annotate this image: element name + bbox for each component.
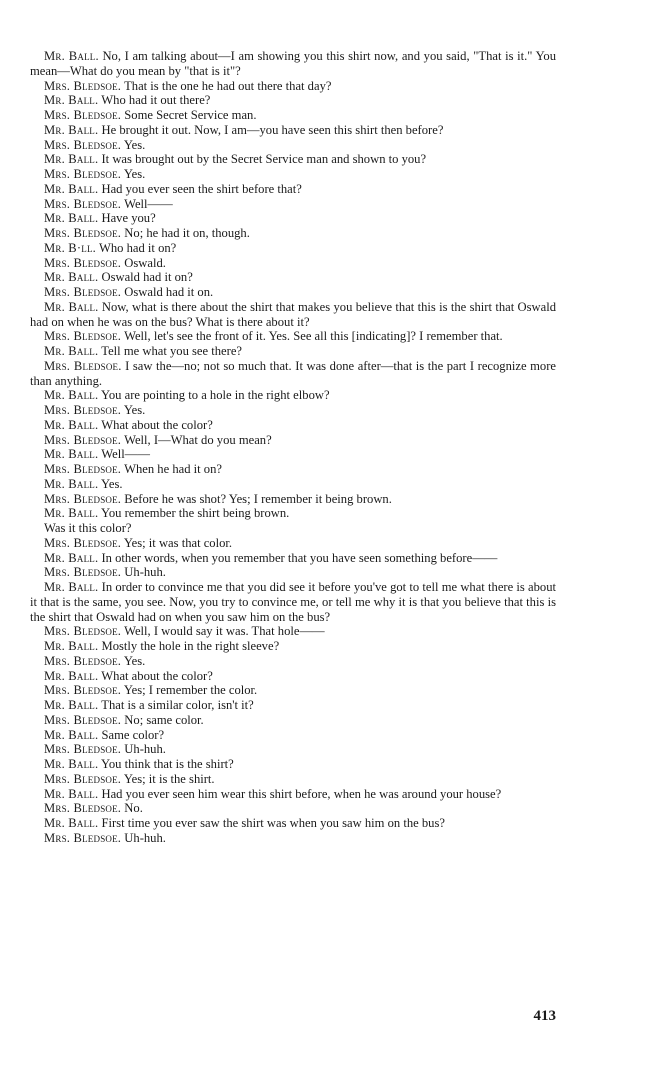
speaker-name: Mrs. Bledsoe. bbox=[44, 712, 122, 727]
testimony-paragraph bbox=[30, 108, 556, 123]
testimony-paragraph bbox=[30, 418, 556, 433]
speech-text: When he had it on? bbox=[121, 462, 222, 476]
testimony-paragraph bbox=[30, 757, 556, 772]
speech-text: Uh-huh. bbox=[121, 565, 166, 580]
testimony-paragraph bbox=[30, 654, 556, 669]
speaker-name: Mrs. Bledsoe. bbox=[44, 432, 122, 447]
testimony-paragraph bbox=[30, 551, 556, 566]
speech-text: No; same color. bbox=[121, 712, 204, 727]
speaker-name: Mrs. Bledsoe. bbox=[44, 462, 122, 476]
testimony-paragraph bbox=[30, 329, 556, 344]
speaker-name: Mr. Ball. bbox=[44, 270, 99, 285]
testimony-paragraph bbox=[30, 226, 556, 241]
speaker-name: Mrs. Bledsoe. bbox=[44, 742, 122, 757]
testimony-paragraph bbox=[30, 506, 556, 521]
speaker-name: Mrs. Bledsoe. bbox=[44, 535, 122, 550]
speaker-name: Mrs. Bledsoe. bbox=[44, 108, 122, 122]
speech-text: You are pointing to a hole in the right elbow? bbox=[98, 388, 330, 403]
testimony-paragraph bbox=[30, 669, 556, 684]
testimony-paragraph bbox=[30, 683, 556, 698]
speaker-name: Mrs. Bledsoe. bbox=[44, 329, 122, 344]
speech-text: Yes. bbox=[121, 653, 146, 668]
testimony-paragraph bbox=[30, 79, 556, 94]
speech-text: No, I am talking about—I am showing you this shirt now, and you said, "That is it." You mean—What do you mean by "that is it"? bbox=[30, 49, 556, 78]
testimony-paragraph bbox=[30, 462, 556, 477]
speaker-name: Mrs. Bledsoe. bbox=[44, 196, 122, 211]
speech-text: Before he was shot? Yes; I remember it being brown. bbox=[121, 491, 392, 506]
speech-text: Who had it on? bbox=[96, 240, 177, 255]
speech-text: In other words, when you remember that you have seen something before—— bbox=[98, 550, 498, 565]
testimony-paragraph bbox=[30, 698, 556, 713]
speaker-name: Mrs. Bledsoe. bbox=[44, 78, 122, 93]
testimony-paragraph bbox=[30, 624, 556, 639]
speaker-name: Mrs. Bledsoe. bbox=[44, 830, 122, 845]
speaker-name: Mr. Ball. bbox=[44, 344, 99, 358]
testimony-paragraph bbox=[30, 167, 556, 182]
speech-text: I saw the—no; not so much that. It was done after—that is the part I recognize more than anything. bbox=[30, 358, 557, 388]
testimony-paragraph bbox=[30, 447, 556, 462]
speaker-name: Mr. B·ll. bbox=[44, 240, 97, 255]
speaker-name: Mrs. Bledsoe. bbox=[44, 137, 122, 152]
speech-text: Yes; it was that color. bbox=[121, 535, 233, 550]
speech-text: Well, let's see the front of it. Yes. See all this [indicating]? I remember that. bbox=[121, 329, 503, 344]
testimony-paragraph bbox=[30, 211, 556, 226]
speech-text: Well, I would say it was. That hole—— bbox=[121, 624, 325, 639]
speech-text: Had you ever seen the shirt before that? bbox=[98, 181, 302, 196]
testimony-paragraph bbox=[30, 93, 556, 108]
testimony-paragraph bbox=[30, 831, 556, 846]
speaker-name: Mr. Ball. bbox=[44, 152, 99, 167]
page-number: 413 bbox=[533, 1008, 556, 1024]
speaker-name: Mrs. Bledsoe. bbox=[44, 226, 122, 240]
speaker-name: Mr. Ball. bbox=[44, 668, 99, 683]
speech-text: Oswald had it on. bbox=[121, 285, 214, 299]
testimony-paragraph bbox=[30, 138, 556, 153]
speech-text: You think that is the shirt? bbox=[98, 757, 234, 771]
speech-text: Who had it out there? bbox=[98, 93, 211, 108]
speaker-name: Mr. Ball. bbox=[44, 93, 99, 108]
speech-text: You remember the shirt being brown. bbox=[98, 506, 290, 521]
testimony-paragraph bbox=[30, 241, 556, 256]
testimony-paragraph bbox=[30, 816, 556, 831]
speech-text: Uh-huh. bbox=[121, 830, 166, 845]
speech-text: Now, what is there about the shirt that makes you believe that this is the shirt that Oswald had on when he was on the bus? What is there about it? bbox=[30, 299, 557, 329]
speech-text: Tell me what you see there? bbox=[98, 344, 243, 358]
speaker-name: Mrs. Bledsoe. bbox=[44, 358, 122, 373]
speech-text: Same color? bbox=[98, 727, 165, 742]
testimony-paragraph bbox=[30, 728, 556, 743]
speech-text: Mostly the hole in the right sleeve? bbox=[98, 639, 280, 653]
speaker-name: Mrs. Bledsoe. bbox=[44, 285, 122, 299]
speech-text: Oswald had it on? bbox=[98, 270, 193, 285]
speaker-name: Mr. Ball. bbox=[44, 816, 99, 830]
speaker-name: Mrs. Bledsoe. bbox=[44, 683, 122, 698]
testimony-paragraph bbox=[30, 403, 556, 418]
speaker-name: Mr. Ball. bbox=[44, 388, 99, 403]
testimony-paragraph bbox=[30, 565, 556, 580]
speech-text: That is a similar color, isn't it? bbox=[98, 698, 254, 712]
testimony-body bbox=[30, 49, 556, 846]
speech-text: That is the one he had out there that day? bbox=[121, 78, 332, 93]
speech-text: What about the color? bbox=[98, 417, 213, 432]
speech-text: Yes. bbox=[121, 403, 146, 417]
speaker-name: Mr. Ball. bbox=[44, 727, 99, 742]
testimony-paragraph bbox=[30, 388, 556, 403]
speech-text: Was it this color? bbox=[44, 521, 132, 535]
speaker-name: Mr. Ball. bbox=[44, 447, 99, 462]
testimony-paragraph bbox=[30, 639, 556, 654]
testimony-paragraph bbox=[30, 359, 556, 389]
testimony-paragraph bbox=[30, 787, 556, 802]
speaker-name: Mr. Ball. bbox=[44, 181, 99, 196]
speaker-name: Mr. Ball. bbox=[44, 49, 99, 63]
speech-text: Well—— bbox=[121, 196, 173, 211]
speaker-name: Mr. Ball. bbox=[44, 639, 99, 653]
speech-text: First time you ever saw the shirt was when you saw him on the bus? bbox=[98, 816, 445, 830]
speech-text: Yes. bbox=[121, 167, 146, 181]
speaker-name: Mrs. Bledsoe. bbox=[44, 565, 122, 580]
testimony-paragraph bbox=[30, 123, 556, 138]
testimony-paragraph bbox=[30, 742, 556, 757]
speaker-name: Mr. Ball. bbox=[44, 550, 99, 565]
testimony-paragraph bbox=[30, 521, 556, 536]
speech-text: Well, I—What do you mean? bbox=[121, 432, 272, 447]
testimony-paragraph bbox=[30, 580, 556, 624]
speech-text: Well—— bbox=[98, 447, 150, 462]
speech-text: It was brought out by the Secret Service man and shown to you? bbox=[98, 152, 427, 167]
speaker-name: Mrs. Bledsoe. bbox=[44, 403, 122, 417]
speech-text: Yes. bbox=[121, 137, 146, 152]
testimony-paragraph bbox=[30, 713, 556, 728]
speech-text: Had you ever seen him wear this shirt before, when he was around your house? bbox=[98, 786, 502, 801]
testimony-paragraph bbox=[30, 256, 556, 271]
speaker-name: Mrs. Bledsoe. bbox=[44, 771, 122, 786]
speaker-name: Mrs. Bledsoe. bbox=[44, 491, 122, 506]
speech-text: He brought it out. Now, I am—you have seen this shirt then before? bbox=[98, 122, 444, 137]
testimony-paragraph bbox=[30, 197, 556, 212]
speaker-name: Mrs. Bledsoe. bbox=[44, 653, 122, 668]
speech-text: No. bbox=[121, 801, 143, 816]
speech-text: No; he had it on, though. bbox=[121, 226, 250, 240]
speaker-name: Mr. Ball. bbox=[44, 757, 99, 771]
testimony-paragraph bbox=[30, 270, 556, 285]
testimony-paragraph bbox=[30, 772, 556, 787]
speaker-name: Mr. Ball. bbox=[44, 580, 99, 594]
speech-text: Yes; I remember the color. bbox=[121, 683, 258, 698]
speaker-name: Mr. Ball. bbox=[44, 299, 99, 314]
speaker-name: Mr. Ball. bbox=[44, 417, 99, 432]
speech-text: Some Secret Service man. bbox=[121, 108, 257, 122]
testimony-paragraph bbox=[30, 433, 556, 448]
speech-text: Yes; it is the shirt. bbox=[121, 771, 215, 786]
speech-text: Oswald. bbox=[121, 255, 166, 270]
speaker-name: Mr. Ball. bbox=[44, 122, 99, 137]
speech-text: In order to convince me that you did see it before you've got to tell me what there is about it that is the same, you see. Now, you try to convince me, or tell me why it is that you believe that this is the shirt that Oswald had on when you saw him on the bus? bbox=[30, 580, 557, 624]
speaker-name: Mr. Ball. bbox=[44, 698, 99, 712]
testimony-paragraph bbox=[30, 285, 556, 300]
testimony-paragraph bbox=[30, 801, 556, 816]
speech-text: What about the color? bbox=[98, 668, 213, 683]
speaker-name: Mrs. Bledsoe. bbox=[44, 255, 122, 270]
testimony-paragraph bbox=[30, 477, 556, 492]
speaker-name: Mr. Ball. bbox=[44, 786, 99, 801]
speech-text: Uh-huh. bbox=[121, 742, 166, 757]
speaker-name: Mrs. Bledsoe. bbox=[44, 167, 122, 181]
testimony-paragraph bbox=[30, 344, 556, 359]
speaker-name: Mrs. Bledsoe. bbox=[44, 801, 122, 816]
speech-text: Yes. bbox=[98, 476, 123, 491]
testimony-paragraph bbox=[30, 182, 556, 197]
testimony-paragraph bbox=[30, 536, 556, 551]
speech-text: Have you? bbox=[98, 211, 156, 226]
speaker-name: Mr. Ball. bbox=[44, 476, 99, 491]
speaker-name: Mrs. Bledsoe. bbox=[44, 624, 122, 639]
testimony-paragraph bbox=[30, 152, 556, 167]
testimony-paragraph bbox=[30, 300, 556, 330]
testimony-paragraph bbox=[30, 492, 556, 507]
speaker-name: Mr. Ball. bbox=[44, 211, 99, 226]
speaker-name: Mr. Ball. bbox=[44, 506, 99, 521]
testimony-paragraph bbox=[30, 49, 556, 79]
